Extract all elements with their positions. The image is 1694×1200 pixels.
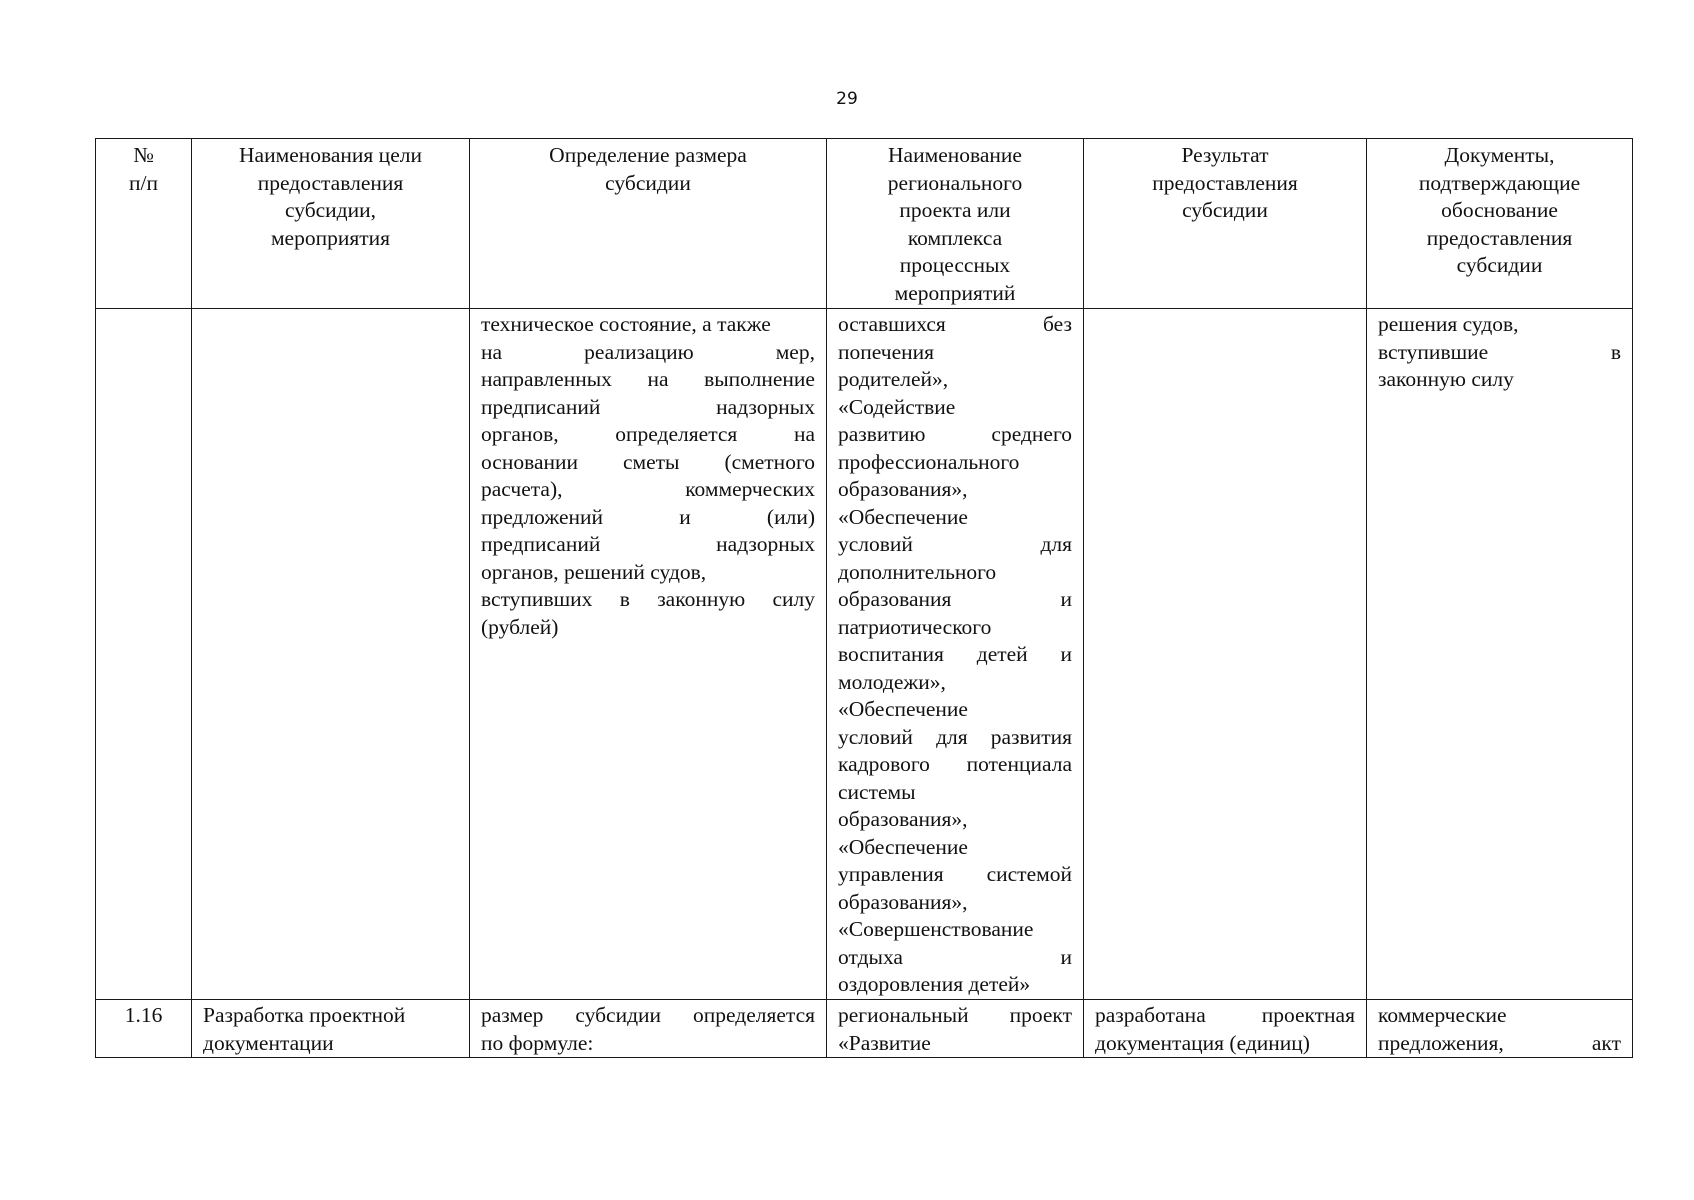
table-cell-result bbox=[1084, 309, 1367, 1000]
table-cell-documents: коммерческие предложения, акт bbox=[1367, 1000, 1633, 1058]
page-number: 29 bbox=[836, 89, 858, 109]
table-cell-number bbox=[96, 309, 192, 1000]
table-cell-number: 1.16 bbox=[96, 1000, 192, 1058]
header-subsidy-size: Определение размера субсидии bbox=[470, 139, 827, 309]
header-documents: Документы, подтверждающие обоснование предоставления субсидии bbox=[1367, 139, 1633, 309]
table-cell-goal-name bbox=[192, 309, 470, 1000]
table-cell-documents: решения судов, вступившие в законную силу bbox=[1367, 309, 1633, 1000]
table-cell-subsidy-size: размер субсидии определяется по формуле: bbox=[470, 1000, 827, 1058]
table-row bbox=[96, 309, 1633, 1000]
header-goal-name: Наименования цели предоставления субсидии, мероприятия bbox=[192, 139, 470, 309]
header-number: № п/п bbox=[96, 139, 192, 309]
table-cell-project-name: оставшихся без попечения родителей», «Содействие развитию среднего профессионального образования», «Обеспечение условий для дополнительного образования и патриотического воспитания детей и молодежи», «Обеспечение условий для развития кадрового потенциала системы образования», «Обеспечение управления системой образования», «Совершенствование отдыха и оздоровления детей» bbox=[827, 309, 1084, 1000]
subsidy-table bbox=[95, 138, 1633, 1058]
table-cell-result: разработана проектная документация (единиц) bbox=[1084, 1000, 1367, 1058]
table-cell-project-name: региональный проект «Развитие bbox=[827, 1000, 1084, 1058]
table-cell-subsidy-size: техническое состояние, а также на реализацию мер, направленных на выполнение предписаний надзорных органов, определяется на основании сметы (сметного расчета), коммерческих предложений и (или) предписаний надзорных органов, решений судов, вступивших в законную силу (рублей) bbox=[470, 309, 827, 1000]
header-project-name: Наименование регионального проекта или комплекса процессных мероприятий bbox=[827, 139, 1084, 309]
table-header-row bbox=[96, 139, 1633, 309]
header-result: Результат предоставления субсидии bbox=[1084, 139, 1367, 309]
table-row bbox=[96, 1000, 1633, 1058]
table-cell-goal-name: Разработка проектной документации bbox=[192, 1000, 470, 1058]
